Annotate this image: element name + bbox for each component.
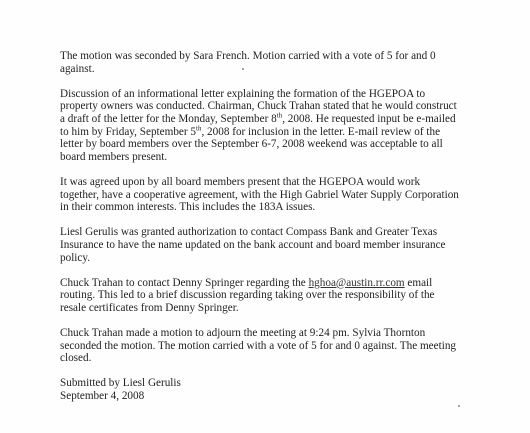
paragraph-cooperative-agreement <box>60 176 490 214</box>
text-line: property owners was conducted. Chairman, Chuck Trahan stated that he would construct <box>60 100 457 113</box>
text-line: Chuck Trahan to contact Denny Springer regarding the hghoa@austin.rr.com email <box>60 276 433 289</box>
text-line: board members present. <box>60 150 168 163</box>
text-line: policy. <box>60 251 91 264</box>
submitted-by: Submitted by Liesl Gerulis <box>60 377 181 390</box>
text-line: to him by Friday, September 5th, 2008 for inclusion in the letter. E-mail review of the <box>60 123 441 138</box>
signature-date: September 4, 2008 <box>60 390 145 403</box>
scan-speck <box>242 68 244 70</box>
text-line: It was agreed upon by all board members present that the HGEPOA would work <box>60 175 421 188</box>
paragraph-adjourn <box>60 327 490 365</box>
paragraph-bank-authorization <box>60 226 490 264</box>
email-link[interactable]: hghoa@austin.rr.com <box>308 276 405 289</box>
text-line: closed. <box>60 352 92 365</box>
text-line: a draft of the letter for the Monday, September 8th, 2008. He requested input be e-mailed <box>60 111 456 125</box>
minutes-body <box>60 50 490 365</box>
text-line: The motion was seconded by Sara French. Motion carried with a vote of 5 for and 0 <box>60 50 436 62</box>
text-line: against. <box>60 62 95 75</box>
text-line: Insurance to have the name updated on the bank account and board member insurance <box>60 238 446 251</box>
paragraph-motion-seconded <box>60 50 490 75</box>
text-line: Liesl Gerulis was granted authorization to contact Compass Bank and Greater Texas <box>60 226 438 239</box>
ordinal-suffix: th <box>276 111 283 120</box>
text-line: routing. This led to a brief discussion regarding taking over the responsibility of the <box>60 289 435 302</box>
text-line: resale certificates from Denny Springer. <box>60 301 239 314</box>
scan-speck <box>458 405 460 407</box>
text-line: in their common interests. This includes the 183A issues. <box>60 201 316 214</box>
text-line: Chuck Trahan made a motion to adjourn the meeting at 9:24 pm. Sylvia Thornton <box>60 327 426 340</box>
text-line: Discussion of an informational letter explaining the formation of the HGEPOA to <box>60 87 426 100</box>
ordinal-suffix: th <box>196 123 202 132</box>
text-line: seconded the motion. The motion carried with a vote of 5 for and 0 against. The meeting <box>60 339 457 352</box>
signature-block <box>60 377 490 402</box>
text-line: letter by board members over the September 6-7, 2008 weekend was acceptable to all <box>60 138 443 151</box>
text-line: together, have a cooperative agreement, with the High Gabriel Water Supply Corporation <box>60 188 459 201</box>
paragraph-informational-letter <box>60 88 490 164</box>
paragraph-email-routing <box>60 277 490 315</box>
